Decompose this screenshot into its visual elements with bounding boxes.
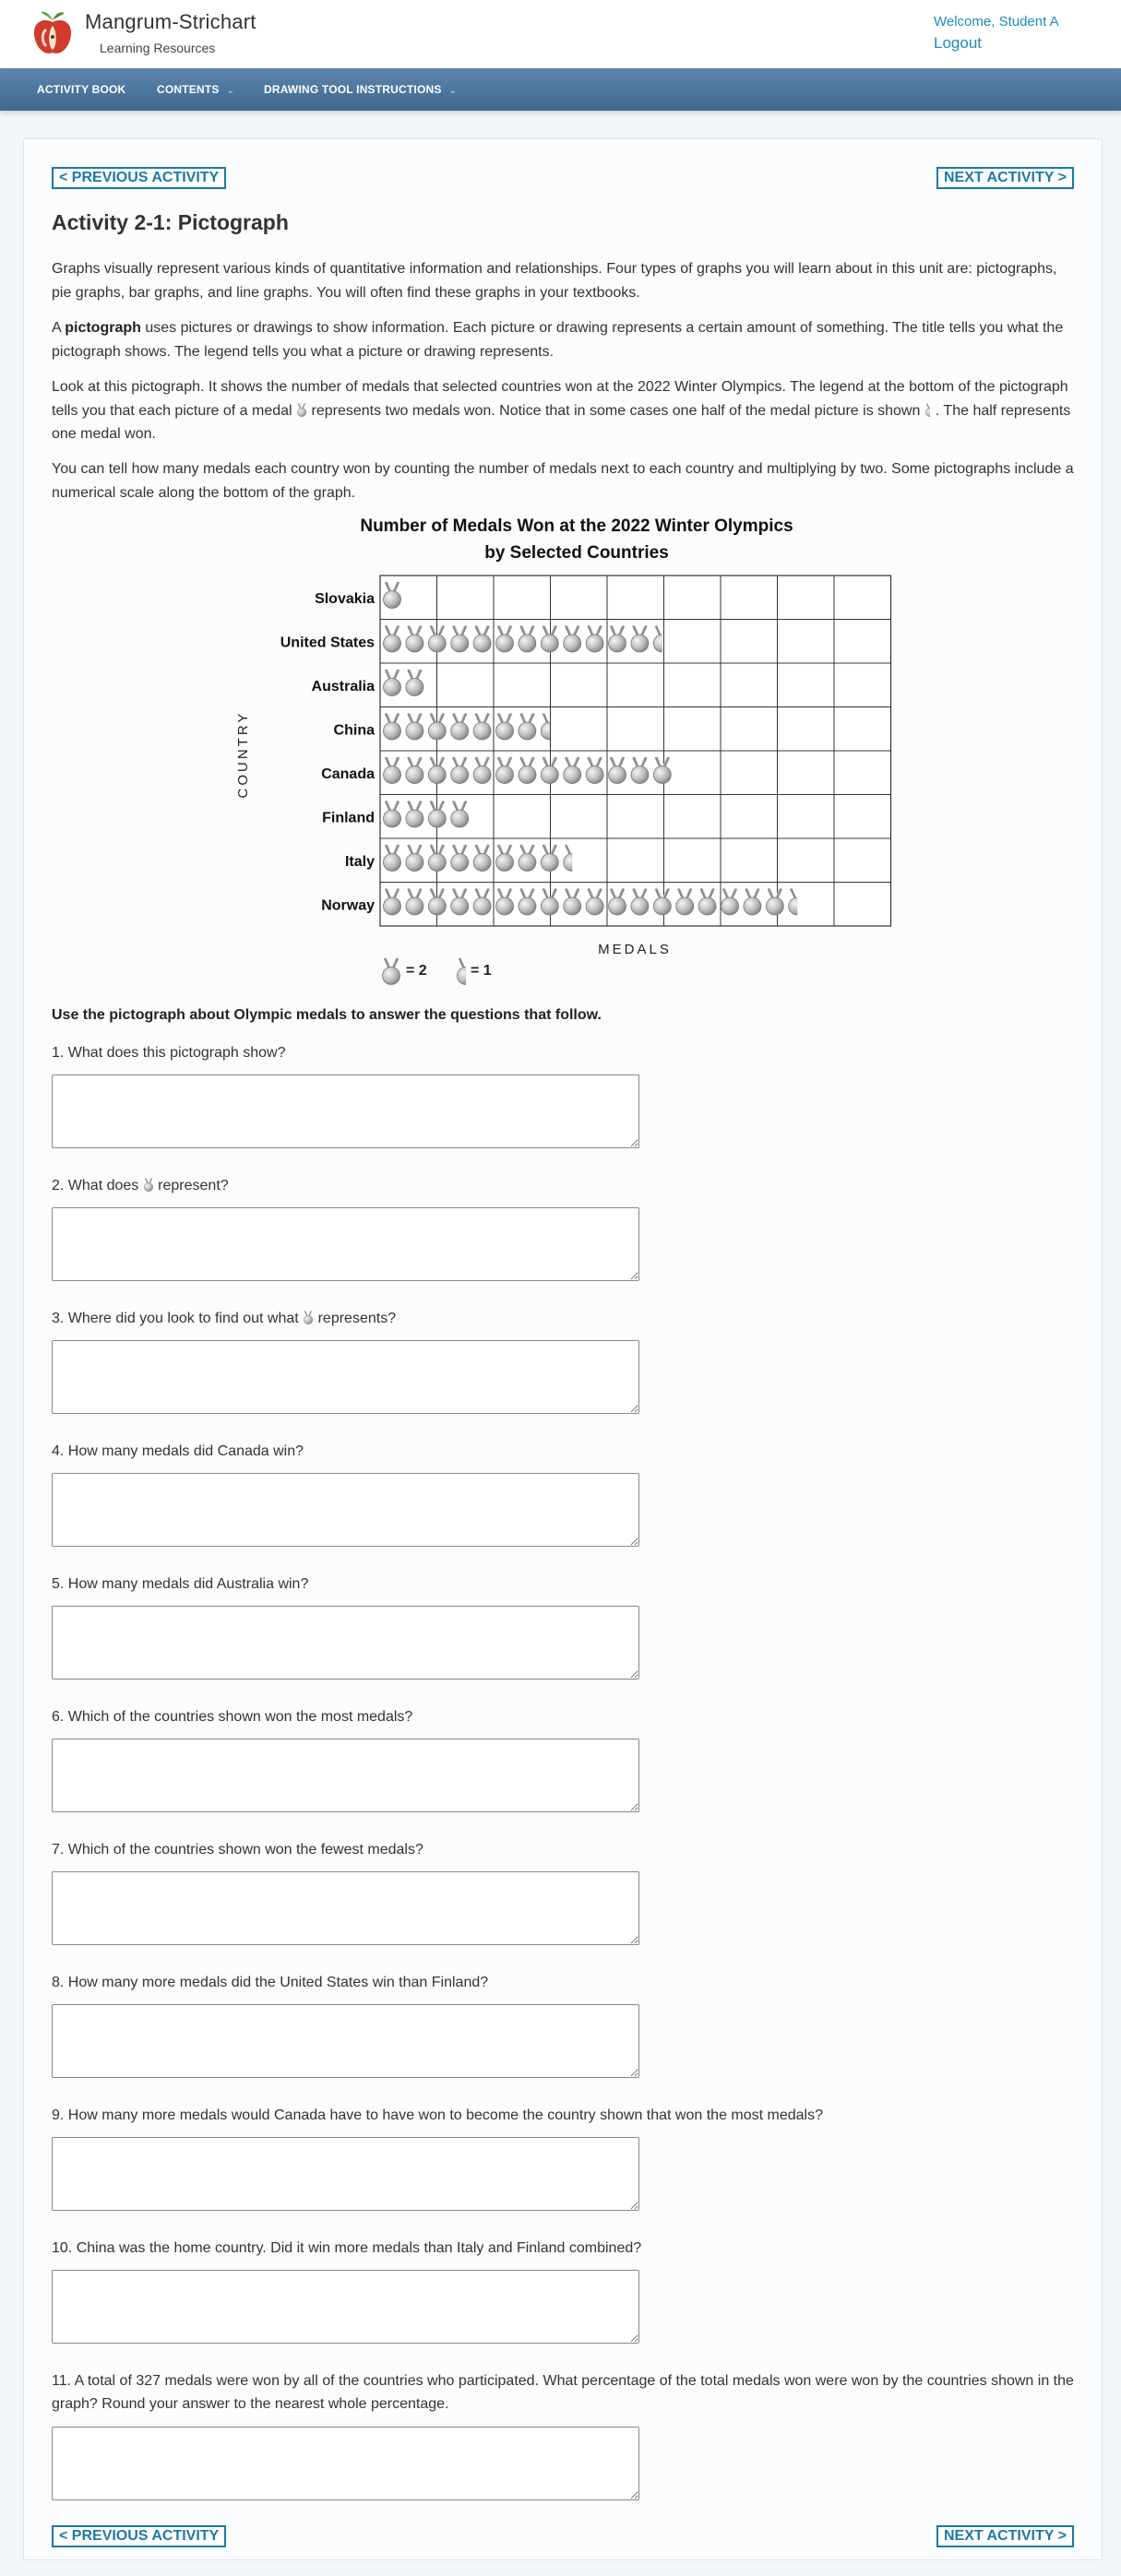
nav-item-label: CONTENTS (157, 83, 220, 96)
chevron-down-icon: ⌄ (448, 86, 458, 96)
bold-term: pictograph (65, 320, 141, 336)
question-text: 2. What does (52, 1178, 143, 1193)
full-medal-icon (143, 1178, 154, 1192)
question-text: represents? (314, 1311, 397, 1326)
answer-8-field[interactable] (52, 2004, 639, 2078)
question-10: 10. China was the home country. Did it win more medals than Italy and Finland combined? (52, 2240, 642, 2256)
legend-label-full: = 2 (406, 963, 427, 979)
nav-item-label: DRAWING TOOL INSTRUCTIONS (264, 83, 442, 96)
chevron-down-icon: ⌄ (226, 86, 235, 96)
nav-item-label: ACTIVITY BOOK (37, 83, 126, 96)
question-5: 5. How many medals did Australia win? (52, 1576, 309, 1592)
next-activity-button[interactable]: NEXT ACTIVITY > (936, 2525, 1074, 2547)
counting-paragraph: You can tell how many medals each country won by counting the number of medals next to each country and multiplying by two. Some pictographs include a numerical scale along the bottom of the graph. (52, 461, 1074, 501)
full-medal-icon (303, 1311, 314, 1324)
country-label: Finland (322, 810, 375, 826)
question-11: 11. A total of 327 medals were won by all of the countries who participated. What percentage of the total medals won were won by the countries shown in the graph? Round your answer to the nearest whole percentage. (52, 2373, 1074, 2412)
question-6: 6. Which of the countries shown won the most medals? (52, 1709, 413, 1725)
page-title: Activity 2-1: Pictograph (52, 210, 289, 234)
paragraph-text: uses pictures or drawings to show information. Each picture or drawing represents a certain amount of something. The title tells you what the pictograph shows. The legend tells you what a picture or drawing represents. (52, 320, 1064, 360)
question-8: 8. How many more medals did the United States win than Finland? (52, 1975, 489, 1990)
legend-label-half: = 1 (471, 963, 492, 979)
answer-6-field[interactable] (52, 1739, 639, 1812)
paragraph-text: . The half represents one medal won. (52, 402, 1071, 442)
chart-title-line2: by Selected Countries (484, 543, 669, 563)
answer-4-field[interactable] (52, 1473, 639, 1547)
paragraph-text: Look at this pictograph. It shows the number of medals that selected countries won at the 2022 Winter Olympics. The legend at the bottom of the pictograph tells you that each picture of a medal (52, 379, 1068, 419)
brand-name: Mangrum-Strichart (85, 10, 256, 33)
answer-11-field[interactable] (52, 2427, 639, 2500)
question-1: 1. What does this pictograph show? (52, 1045, 286, 1061)
question-3 (52, 1307, 1076, 1330)
questions-intro: Use the pictograph about Olympic medals to answer the questions that follow. (52, 1007, 602, 1023)
question-4: 4. How many medals did Canada win? (52, 1443, 304, 1459)
answer-7-field[interactable] (52, 1871, 639, 1945)
country-label: Australia (311, 678, 375, 694)
logout-link[interactable]: Logout (934, 34, 982, 52)
country-label: Italy (344, 853, 375, 870)
answer-10-field[interactable] (52, 2270, 639, 2344)
paragraph-text: represents two medals won. Notice that in some cases one half of the medal picture is shown (307, 402, 924, 419)
previous-activity-button[interactable]: < PREVIOUS ACTIVITY (52, 167, 226, 189)
intro-paragraph: Graphs visually represent various kinds of quantitative information and relationships. Four types of graphs you will learn about in this unit are: pictographs, pie graphs, bar graphs, and line graphs. You will often find these graphs in your textbooks. (52, 261, 1057, 301)
chart-title-line1: Number of Medals Won at the 2022 Winter Olympics (360, 516, 793, 536)
country-label: United States (280, 635, 375, 651)
brand-subtitle: Learning Resources (100, 41, 216, 55)
answer-5-field[interactable] (52, 1606, 639, 1680)
chart-legend (383, 958, 492, 985)
welcome-text: Welcome, Student A (934, 14, 1059, 30)
question-9: 9. How many more medals would Canada have to have won to become the country shown that won the most medals? (52, 2107, 824, 2123)
pictograph-chart (0, 0, 1121, 996)
country-label: China (333, 722, 375, 739)
answer-9-field[interactable] (52, 2137, 639, 2211)
next-activity-button[interactable]: NEXT ACTIVITY > (936, 167, 1074, 189)
question-text: 3. Where did you look to find out what (52, 1311, 304, 1326)
x-axis-label: MEDALS (598, 942, 672, 957)
country-labels (280, 591, 375, 914)
answer-2-field[interactable] (52, 1207, 639, 1281)
country-label: Canada (321, 766, 375, 782)
country-label: Norway (321, 897, 375, 914)
answer-3-field[interactable] (52, 1340, 639, 1414)
previous-activity-button[interactable]: < PREVIOUS ACTIVITY (52, 2525, 226, 2547)
question-2 (52, 1174, 1076, 1197)
question-7: 7. Which of the countries shown won the fewest medals? (52, 1842, 423, 1858)
paragraph-text: A (52, 320, 66, 336)
y-axis-label: COUNTRY (235, 710, 251, 799)
answer-1-field[interactable] (52, 1074, 639, 1148)
country-label: Slovakia (315, 590, 375, 607)
question-text: represent? (153, 1178, 229, 1193)
full-medal-icon (383, 958, 400, 985)
